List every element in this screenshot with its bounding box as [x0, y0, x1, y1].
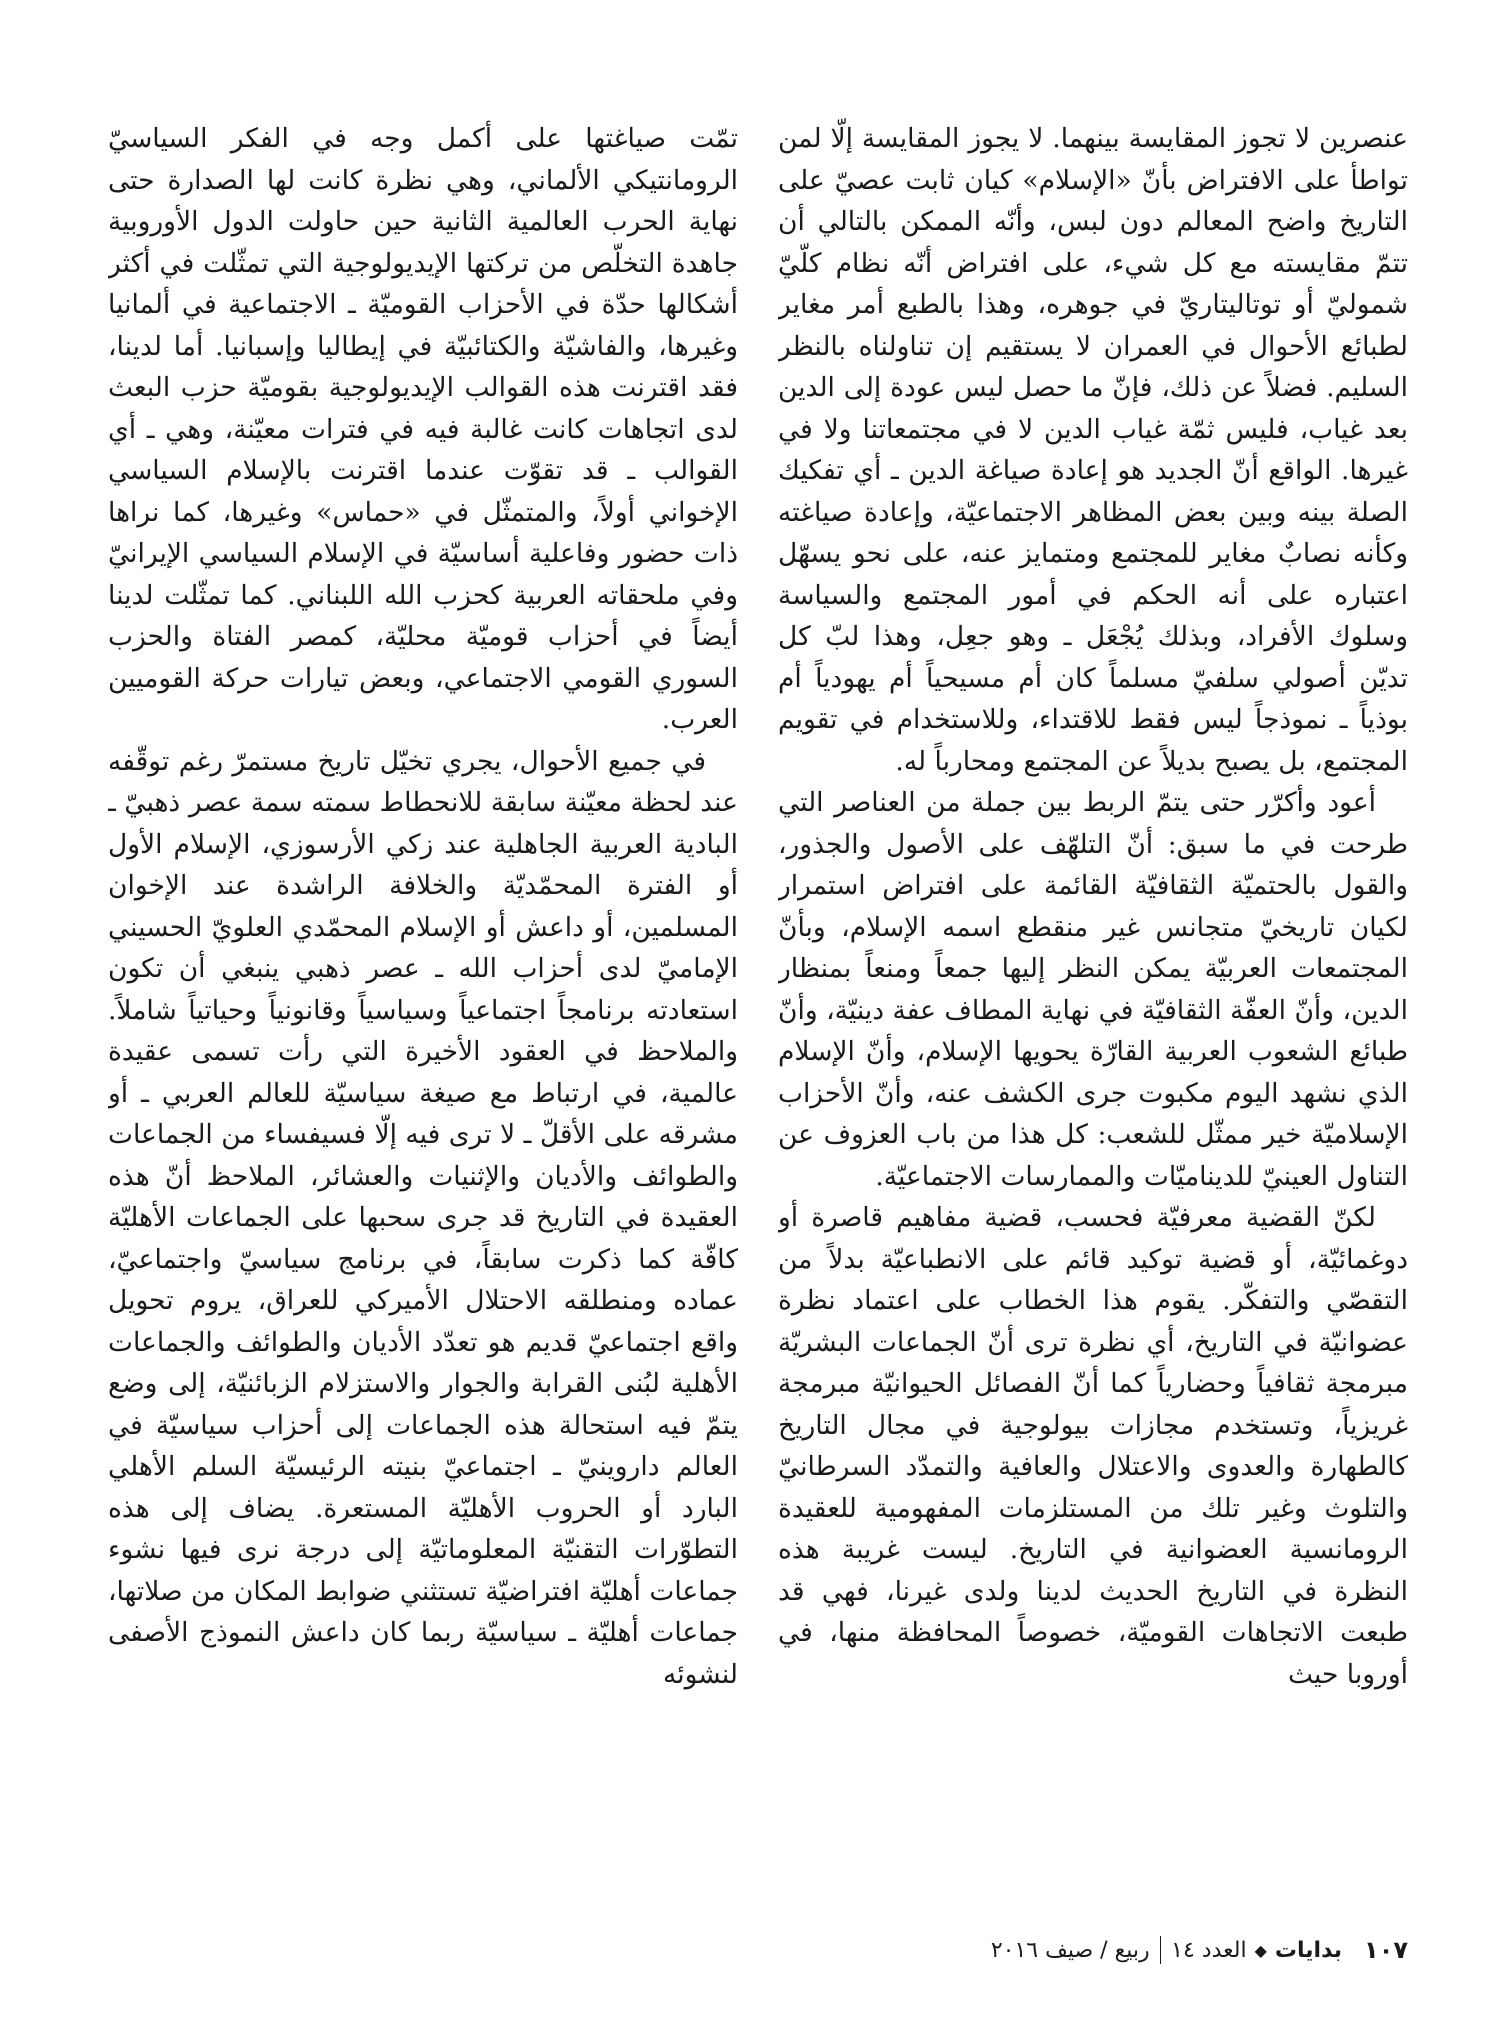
paragraph: تمّت صياغتها على أكمل وجه في الفكر السياسيّ الرومانتيكي الألماني، وهي نظرة كانت لها الصدارة حتى نهاية الحرب العالمية الثانية حين حاولت الدول الأوروبية جاهدة التخلّص من تركتها الإيديولوجية التي تمثّلت في أكثر أشكالها حدّة في الأحزاب القوميّة ـ الاجتماعية في ألمانيا وغيرها، والفاشيّة والكتائبيّة في إيطاليا وإسبانيا. أما لدينا، فقد اقترنت هذه القوالب الإيديولوجية بقوميّة حزب البعث لدى اتجاهات كانت غالبة فيه في فترات معيّنة، وهي ـ أي القوالب ـ قد تقوّت عندما اقترنت بالإسلام السياسي الإخواني أولاً، والمتمثّل في «حماس» وغيرها، كما نراها ذات حضور وفاعلية أساسيّة في الإسلام السياسي الإيرانيّ وفي ملحقاته العربية كحزب الله اللبناني. كما تمثّلت لدينا أيضاً في أحزاب قوميّة محليّة، كمصر الفتاة والحزب السوري القومي الاجتماعي، وبعض تيارات حركة القوميين العرب.	[108, 123, 738, 735]
page-number: ١٠٧	[1364, 1936, 1408, 1964]
page-footer	[108, 1930, 1408, 1970]
journal-name: بدايات	[1274, 1937, 1343, 1963]
footer-divider	[1160, 1936, 1162, 1964]
paragraph: لكنّ القضية معرفيّة فحسب، قضية مفاهيم قاصرة أو دوغمائيّة، أو قضية توكيد قائم على الانطباعيّة بدلاً من التقصّي والتفكّر. يقوم هذا الخطاب على اعتماد نظرة عضوانيّة في التاريخ، أي نظرة ترى أنّ الجماعات البشريّة مبرمجة ثقافياً وحضارياً كما أنّ الفصائل الحيوانيّة مبرمجة غريزياً، وتستخدم مجازات بيولوجية في مجال التاريخ كالطهارة والعدوى والاعتلال والعافية والتمدّد السرطانيّ والتلوث وغير تلك من المستلزمات المفهومية للعقيدة الرومانسية العضوانية في التاريخ. ليست غريبة هذه النظرة في التاريخ الحديث لدينا ولدى غيرنا، فهي قد طبعت الاتجاهات القوميّة، خصوصاً المحافظة منها، في أوروبا حيث	[778, 1202, 1408, 1690]
left-column	[108, 118, 738, 1873]
paragraph: في جميع الأحوال، يجري تخيّل تاريخ مستمرّ رغم توقّفه عند لحظة معيّنة سابقة للانحطاط سمته سمة عصر ذهبيّ ـ البادية العربية الجاهلية عند زكي الأرسوزي، الإسلام الأول أو الفترة المحمّديّة والخلافة الراشدة عند الإخوان المسلمين، أو داعش أو الإسلام المحمّدي العلويّ الحسيني الإماميّ لدى أحزاب الله ـ عصر ذهبي ينبغي أن تكون استعادته برنامجاً اجتماعياً وسياسياً وقانونياً وحياتياً شاملاً. والملاحظ في العقود الأخيرة التي رأت تسمى عقيدة عالمية، في ارتباط مع صيغة سياسيّة للعالم العربي ـ أو مشرقه على الأقلّ ـ لا ترى فيه إلّا فسيفساء من الجماعات والطوائف والأديان والإثنيات والعشائر، الملاحظ أنّ هذه العقيدة في التاريخ قد جرى سحبها على الجماعات الأهليّة كافّة كما ذكرت سابقاً، في برنامج سياسيّ واجتماعيّ، عماده ومنطلقه الاحتلال الأميركي للعراق، يروم تحويل واقع اجتماعيّ قديم هو تعدّد الأديان والطوائف والجماعات الأهلية لبُنى القرابة والجوار والاستزلام الزبائنيّة، إلى وضع يتمّ فيه استحالة هذه الجماعات إلى أحزاب سياسيّة في العالم داروينيّ ـ اجتماعيّ بنيته الرئيسيّة السلم الأهلي البارد أو الحروب الأهليّة المستعرة. يضاف إلى هذه التطوّرات التقنيّة المعلوماتيّة إلى درجة نرى فيها نشوء جماعات أهليّة افتراضيّة تستثني ضوابط المكان من صلاتها، جماعات أهليّة ـ سياسيّة ربما كان داعش النموذج الأصفى لنشوئه	[108, 745, 738, 1690]
paragraph: عنصرين لا تجوز المقايسة بينهما. لا يجوز المقايسة إلّا لمن تواطأ على الافتراض بأنّ «الإسلام» كيان ثابت عصيّ على التاريخ واضح المعالم دون لبس، وأنّه الممكن بالتالي أن تتمّ مقايسته مع كل شيء، على افتراض أنّه نظام كلّيّ شموليّ أو توتاليتاريّ في جوهره، وهذا بالطبع أمر مغاير لطبائع الأحوال في العمران لا يستقيم إن تناولناه بالنظر السليم. فضلاً عن ذلك، فإنّ ما حصل ليس عودة إلى الدين بعد غياب، فليس ثمّة غياب الدين لا في مجتمعاتنا ولا في غيرها. الواقع أنّ الجديد هو إعادة صياغة الدين ـ أي تفكيك الصلة بينه وبين بعض المظاهر الاجتماعيّة، وإعادة صياغته وكأنه نصابٌ مغاير للمجتمع ومتمايز عنه، على نحو يسهّل اعتباره على أنه الحكم في أمور المجتمع والسياسة وسلوك الأفراد، وبذلك يُجْعَل ـ وهو جعِل، وهذا لبّ كل تديّن أصولي سلفيّ مسلماً كان أم مسيحياً أم يهودياً أم بوذياً ـ نموذجاً ليس فقط للاقتداء، وللاستخدام في تقويم المجتمع، بل يصبح بديلاً عن المجتمع ومحارباً له.	[778, 123, 1408, 777]
issue-number: العدد ١٤	[1171, 1937, 1247, 1963]
right-column	[778, 118, 1408, 1873]
paragraph: أعود وأكرّر حتى يتمّ الربط بين جملة من العناصر التي طرحت في ما سبق: أنّ التلهّف على الأصول والجذور، والقول بالحتميّة الثقافيّة القائمة على افتراض استمرار لكيان تاريخيّ متجانس غير منقطع اسمه الإسلام، وبأنّ المجتمعات العربيّة يمكن النظر إليها جمعاً ومنعاً بمنظار الدين، وأنّ العفّة الثقافيّة في نهاية المطاف عفة دينيّة، وأنّ طبائع الشعوب العربية القارّة يحويها الإسلام، وأنّ الإسلام الذي نشهد اليوم مكبوت جرى الكشف عنه، وأنّ الأحزاب الإسلاميّة خير ممثّل للشعب: كل هذا من باب العزوف عن التناول العينيّ للديناميّات والممارسات الاجتماعيّة.	[778, 787, 1408, 1192]
diamond-icon: ◆	[1254, 1940, 1267, 1960]
issue-season: ربيع / صيف ٢٠١٦	[990, 1937, 1150, 1963]
